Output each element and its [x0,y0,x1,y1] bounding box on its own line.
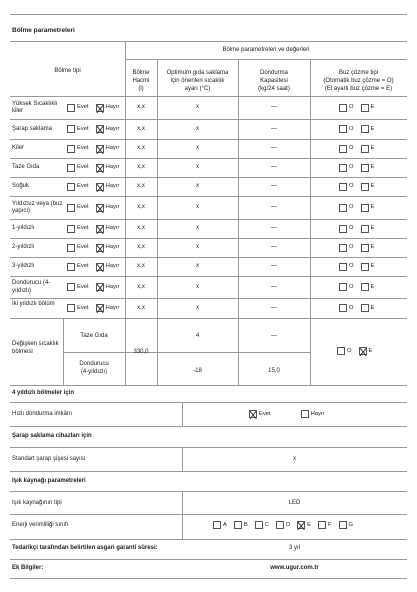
energy-class-d-checkbox[interactable] [276,521,284,529]
variable-defrost-options: O E [337,347,377,355]
yes-checkbox[interactable] [67,183,75,191]
rule [10,559,407,560]
table-row-name: 2-yıldızlı [12,244,35,250]
no-checkbox[interactable] [96,225,104,233]
defrost-manual-checkbox[interactable] [361,125,369,133]
defrost-auto-checkbox[interactable] [339,283,347,291]
defrost-options [339,244,379,252]
no-checkbox[interactable] [96,244,104,252]
auto-label: O [349,164,354,171]
table-row-name: Dondurucu (4-yıldızlı) [12,280,51,294]
energy-class-a-checkbox[interactable] [213,521,221,529]
variable-sub-fresh: Taze Gıda [80,333,108,339]
variable-compartment-name: Değişken sıcaklık bölmesi [12,341,59,355]
energy-class-label: G [348,521,354,528]
yes-checkbox[interactable] [67,104,75,112]
yes-no-options [67,183,124,191]
defrost-options [339,125,379,133]
manual-label: E [370,183,375,190]
four-star-heading: 4 yıldızlı bölmeler için [12,390,75,396]
energy-class-f-checkbox[interactable] [318,521,326,529]
manual-label: E [370,304,375,311]
no-label: Hayır [105,125,120,132]
table-row-temp: x [196,304,199,311]
variable-freeze-1: — [271,333,277,339]
defrost-manual-checkbox[interactable] [361,304,369,312]
table-row-freeze: — [271,225,277,231]
yes-label: Evet [77,225,89,232]
defrost-manual-checkbox[interactable] [361,244,369,252]
table-row-rule [10,238,407,239]
rule [10,514,407,515]
auto-label: O [349,244,354,251]
yes-label: Evet [77,183,89,190]
table-row-temp: x [196,244,199,250]
table-row-name: 1-yıldızlı [12,225,35,231]
yes-label: Evet [77,164,89,171]
table-row-freeze: — [271,283,277,290]
table-row-name: Yüksek Sıcaklıklı kiler [12,100,58,114]
energy-class-e-checkbox[interactable] [297,521,305,529]
fast-freeze-yes-checkbox[interactable] [249,410,257,418]
yes-no-options [67,304,124,312]
yes-no-options [67,225,124,233]
table-row-volume: x,x [137,304,145,311]
no-label: Hayır [105,283,120,290]
no-checkbox[interactable] [96,263,104,271]
defrost-manual-checkbox[interactable] [361,183,369,191]
defrost-options [339,104,379,112]
no-label: Hayır [105,304,120,311]
no-label: Hayır [105,145,120,152]
defrost-type-header: Buz çözme tipi (Otomatik buz çözme = O) (El ayarlı buz çözme = E) [323,70,394,93]
defrost-manual-checkbox[interactable] [361,164,369,172]
manual-label: E [370,125,375,132]
rule [10,402,407,403]
table-row-rule [10,139,407,140]
defrost-manual-checkbox[interactable] [361,145,369,153]
yes-no-options [67,164,124,172]
fast-freeze-label: Hızlı dondurma imkânı [12,411,73,417]
defrost-auto-checkbox[interactable] [339,244,347,252]
defrost-options [339,204,379,212]
yes-no-options [67,283,124,291]
yes-checkbox[interactable] [67,244,75,252]
table-row-temp: x [196,104,199,110]
header-rule [125,59,407,60]
table-row-freeze: — [271,183,277,189]
no-checkbox[interactable] [96,304,104,312]
yes-no-options [67,125,124,133]
table-row-temp: x [196,183,199,189]
yes-checkbox[interactable] [67,164,75,172]
table-row-rule [10,318,407,319]
variable-sub-freezer: Dondurucu (4-yıldızlı) [79,361,109,375]
variable-temp-1: 4 [195,333,200,339]
extra-info-value[interactable]: www.ugur.com.tr [270,565,319,571]
table-row-name: Yıldızsız veya (buz yapıcı) [12,200,63,214]
manual-label: E [370,263,375,270]
yes-label: Evet [77,125,89,132]
yes-checkbox[interactable] [67,145,75,153]
yes-checkbox[interactable] [67,125,75,133]
auto-label: O [349,225,354,232]
variable-volume: 330,0 [133,349,149,355]
title-rule [10,41,407,42]
table-row-rule [10,119,407,120]
fast-freeze-no-checkbox[interactable] [301,410,309,418]
table-divider [310,59,311,385]
rule [10,471,407,472]
yes-checkbox[interactable] [67,204,75,212]
defrost-auto-checkbox[interactable] [337,347,345,355]
table-row-rule [10,177,407,178]
energy-class-label: F [328,521,332,528]
table-row-freeze: — [271,304,277,311]
auto-label: O [349,283,354,290]
no-label: Hayır [105,263,120,270]
yes-checkbox[interactable] [67,263,75,271]
auto-label: O [349,183,354,190]
light-type-label: Işık kaynağının tipi [12,500,62,506]
defrost-auto-checkbox[interactable] [339,125,347,133]
defrost-manual-checkbox[interactable] [361,225,369,233]
variable-freeze-2: 15,0 [268,368,280,374]
defrost-auto-checkbox[interactable] [339,304,347,312]
manual-label: E [370,164,375,171]
yes-label: Evet [77,263,89,270]
table-row-name: Soğuk [12,183,30,189]
table-row-volume: x,x [137,283,145,290]
table-row-temp: x [196,204,199,210]
table-row-volume: x,x [137,204,145,210]
manual-label: E [370,225,375,232]
manual-label: E [370,204,375,211]
table-row-name: Kiler [12,145,25,151]
no-label: Hayır [105,104,120,111]
defrost-options [339,225,379,233]
no-checkbox[interactable] [96,164,104,172]
table-row-rule [10,219,407,220]
energy-class-label: D [285,521,291,528]
yes-label: Evet [77,244,89,251]
fast-freeze-options: Evet Hayır [249,410,329,418]
rule [10,539,407,540]
bottom-rule [10,578,407,579]
yes-label: Evet [77,304,89,311]
table-row-temp: x [196,263,199,269]
table-row-volume: x,x [137,164,145,170]
no-checkbox[interactable] [96,283,104,291]
compartment-type-header: Bölme tipi [54,68,81,74]
defrost-auto-checkbox[interactable] [339,145,347,153]
yes-checkbox[interactable] [67,304,75,312]
no-checkbox[interactable] [96,104,104,112]
table-row-rule [10,276,407,277]
energy-class-options [213,521,358,529]
defrost-options [339,283,379,291]
table-row-freeze: — [271,164,277,170]
light-heading: Işık kaynağı parametreleri [12,478,86,484]
table-row-rule [10,196,407,197]
table-bottom-rule [10,385,407,386]
no-label: Hayır [105,183,120,190]
table-row-freeze: — [271,145,277,151]
auto-label: O [349,125,354,132]
table-row-temp: x [196,164,199,170]
top-rule [10,14,407,15]
table-row-volume: x,x [137,244,145,250]
energy-class-label: E [307,521,311,528]
warranty-label: Tedarikçi tarafından belirtilen asgari garanti süresi: [12,545,158,551]
extra-info-label: Ek Bilgiler: [12,565,44,571]
no-label: Hayır [105,244,120,251]
manual-label: E [370,244,375,251]
wine-heading: Şarap saklama cihazları için [12,433,92,439]
no-checkbox[interactable] [96,204,104,212]
yes-no-options [67,263,124,271]
defrost-options [339,164,379,172]
defrost-auto-checkbox[interactable] [339,164,347,172]
yes-no-options [67,145,124,153]
defrost-auto-checkbox[interactable] [339,204,347,212]
volume-header: Bölme Hacmi (l) [132,70,150,93]
yes-no-options [67,104,124,112]
rule [10,491,407,492]
wine-bottle-label: Standart şarap şişesi sayısı [12,456,86,462]
yes-label: Evet [77,145,89,152]
no-label: Hayır [105,204,120,211]
table-row-temp: x [196,145,199,151]
table-row-volume: x,x [137,125,145,132]
yes-label: Evet [77,204,89,211]
header-bottom-rule [10,96,407,97]
light-type-value: LED [288,500,301,506]
defrost-manual-checkbox[interactable] [361,104,369,112]
manual-label: E [370,104,375,111]
defrost-manual-checkbox[interactable] [359,347,367,355]
no-checkbox[interactable] [96,145,104,153]
table-row-freeze: — [271,104,277,110]
defrost-auto-checkbox[interactable] [339,263,347,271]
divider [182,491,183,539]
table-row-freeze: — [271,204,277,210]
defrost-options [339,263,379,271]
energy-class-label: Enerji verimliliği sınıfı [12,522,69,528]
table-row-freeze: — [271,125,277,132]
defrost-auto-checkbox[interactable] [339,104,347,112]
group-header: Bölme parametreleri ve değerleri [222,47,310,53]
table-row-freeze: — [271,244,277,250]
temperature-header: Optimum gıda saklama için önerilen sıcaklık ayarı (°C) [166,70,229,93]
rule [10,426,407,427]
variable-temp-2: -18 [193,368,202,374]
defrost-manual-checkbox[interactable] [361,283,369,291]
table-row-name: 3-yıldızlı [12,263,35,269]
table-row-rule [10,158,407,159]
auto-label: O [349,304,354,311]
energy-class-g-checkbox[interactable] [339,521,347,529]
table-row-volume: x,x [137,225,145,231]
table-row-volume: x,x [137,183,145,189]
no-checkbox[interactable] [96,183,104,191]
table-row-rule [10,298,407,299]
table-row-volume: x,x [137,145,145,151]
table-row-name: Şarap saklama [12,125,53,132]
yes-no-options [67,204,124,212]
section-title: Bölme parametreleri [12,27,75,34]
no-label: Hayır [105,225,120,232]
defrost-auto-checkbox[interactable] [339,225,347,233]
manual-label: E [370,283,375,290]
table-row-name: İki yıldızlı bölüm [12,301,55,307]
energy-class-label: C [264,521,269,528]
energy-class-b-checkbox[interactable] [234,521,242,529]
energy-class-label: B [243,521,248,528]
table-row-name: Taze Gıda [12,164,40,170]
table-row-volume: x,x [137,263,145,269]
auto-label: O [349,204,354,211]
manual-label: E [370,145,375,152]
no-label: Hayır [105,164,120,171]
wine-bottle-value: x [293,456,296,462]
defrost-manual-checkbox[interactable] [361,204,369,212]
energy-class-label: A [223,521,227,528]
auto-label: O [349,145,354,152]
yes-checkbox[interactable] [67,225,75,233]
table-row-temp: x [196,125,199,132]
defrost-options [339,183,379,191]
auto-label: O [349,263,354,270]
yes-label: Evet [77,104,89,111]
auto-label: O [349,104,354,111]
warranty-value: 3 yıl [288,545,300,551]
yes-no-options [67,244,124,252]
no-checkbox[interactable] [96,125,104,133]
rule [10,447,407,448]
table-row-rule [10,257,407,258]
table-row-freeze: — [271,263,277,269]
variable-split-rule [63,352,310,353]
table-row-volume: x,x [137,104,145,110]
defrost-options [339,145,379,153]
freezing-capacity-header: Dondurma Kapasitesi (kg/24 saat) [258,70,290,93]
divider [182,402,183,426]
defrost-manual-checkbox[interactable] [361,263,369,271]
table-row-temp: x [196,225,199,231]
yes-label: Evet [77,283,89,290]
table-row-temp: x [196,283,199,290]
yes-checkbox[interactable] [67,283,75,291]
defrost-options [339,304,379,312]
energy-class-c-checkbox[interactable] [255,521,263,529]
defrost-auto-checkbox[interactable] [339,183,347,191]
